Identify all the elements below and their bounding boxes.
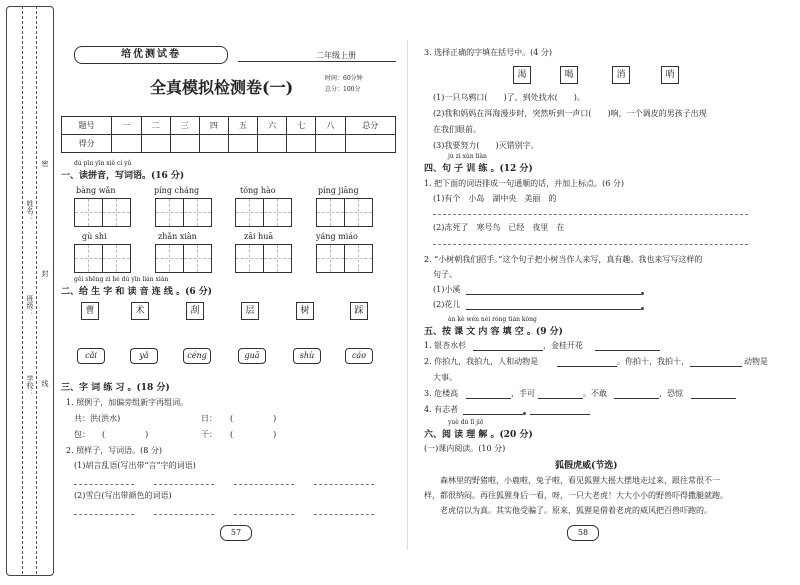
answer-line[interactable] (234, 484, 294, 485)
char-box-6: 踩 (350, 302, 368, 320)
s5-l1b: ，金桂开花 (543, 341, 583, 350)
reading-para-3: 老虎信以为真。其实他受骗了。原来，狐狸是借着老虎的威风把百兽吓跑的。 (440, 506, 712, 515)
s4-pinyin: jù zi xùn liàn (448, 153, 487, 160)
class-label: 班级： (26, 295, 34, 316)
pinyin-word-6: zhǎn xiàn (158, 232, 197, 241)
score-cell[interactable] (141, 135, 170, 153)
writing-grid[interactable] (155, 198, 212, 227)
s3-row1: 日： (201, 414, 217, 423)
answer-blank[interactable] (595, 350, 660, 351)
answer-blank[interactable] (473, 350, 543, 351)
binding-line-left (22, 6, 23, 574)
answer-line[interactable] (154, 514, 214, 515)
school-label: 学校： (26, 375, 34, 396)
header-rule (238, 61, 396, 62)
pinyin-word-8: yáng miáo (316, 232, 358, 241)
s2-title: 二、给 生 字 和 读 音 连 线 。(6 分) (61, 287, 212, 297)
pinyin-word-2: píng cháng (154, 186, 200, 195)
score-row-label: 得分 (62, 135, 112, 153)
score-header-cell: 题号 (62, 117, 112, 135)
q3-line2: (2)我和妈妈在洱海漫步时，突然听到一声口( )响，一个调皮的男孩子出现 (433, 109, 707, 118)
grade-label: 二年级上册 (316, 51, 356, 60)
writing-grid[interactable] (74, 244, 131, 273)
writing-grid[interactable] (74, 198, 131, 227)
score-cell[interactable] (199, 135, 228, 153)
char-box-2: 术 (131, 302, 149, 320)
s5-l2c: 动物是 (744, 357, 768, 366)
answer-blank[interactable] (466, 309, 641, 310)
sound-tag-1[interactable]: cǎi (77, 348, 105, 364)
s6-sub: (一)课内阅读。(10 分) (424, 444, 506, 453)
s5-l4: 4. 有志者 (424, 405, 459, 414)
s5-l2b: 。你拍十，我拍十， (617, 357, 689, 366)
choice-char-2: 喝 (560, 66, 578, 84)
score-cell[interactable] (316, 135, 345, 153)
s4-q2b: 句子。 (433, 270, 457, 279)
answer-blank[interactable] (463, 414, 523, 415)
q3-line1: (1)一只乌鸦口( )了，到处找水( )。 (433, 93, 585, 102)
writing-grid[interactable] (235, 198, 292, 227)
score-header-cell: 二 (141, 117, 170, 135)
seal-mark-1: 密 (41, 160, 49, 167)
s5-l3d: ，恐惊 (659, 389, 683, 398)
series-logo: 培优测试卷 (74, 46, 228, 64)
s5-l2: 2. 你拍九，我拍九，人和动物是 (424, 357, 539, 366)
seal-mark-3: 线 (41, 380, 49, 387)
sound-tag-5[interactable]: shù (293, 348, 321, 364)
exam-total: 总分：100分 (325, 86, 361, 93)
s3-q2b: (2)雪白(写出带颜色的词语) (74, 491, 172, 500)
answer-blank[interactable] (690, 366, 742, 367)
reading-para-2: 样，都很纳闷。再往狐狸身后一看，呀，一只大老虎！大大小小的野兽吓得撒腿就跑。 (424, 491, 728, 500)
score-cell[interactable] (170, 135, 199, 153)
score-header-cell: 总分 (345, 117, 395, 135)
score-header-cell: 三 (170, 117, 199, 135)
writing-grid[interactable] (155, 244, 212, 273)
answer-blank[interactable] (614, 398, 659, 399)
s3-title: 三、字 词 练 习 。(18 分) (61, 383, 170, 393)
answer-blank[interactable] (557, 366, 617, 367)
s6-pinyin: yuè dú lǐ jiě (448, 419, 484, 426)
page-divider (407, 40, 408, 550)
s5-l1: 1. 银杏水杉 (424, 341, 467, 350)
s4-q2c: (1)小溪 (433, 285, 461, 294)
s5-l2d: 大事。 (433, 373, 457, 382)
s3-row3: 干： (201, 430, 217, 439)
score-cell[interactable] (345, 135, 395, 153)
writing-grid[interactable] (235, 244, 292, 273)
char-box-1: 曹 (81, 302, 99, 320)
s3-example: 共：洪(洪水) (74, 414, 121, 423)
page-number-right: 58 (567, 525, 599, 541)
score-cell[interactable] (228, 135, 257, 153)
s3-q2a: (1)胡言乱语(写出带“言”字的词语) (74, 461, 196, 470)
s1-pinyin: dú pīn yīn xiě cí yǔ (74, 160, 132, 167)
answer-line[interactable] (314, 484, 374, 485)
q3-title: 3. 选择正确的字填在括号中。(4 分) (424, 48, 553, 57)
seal-mark-2: 封 (41, 270, 49, 277)
exam-time: 时间：60分钟 (325, 75, 363, 82)
binding-strip (6, 6, 54, 576)
score-cell[interactable] (287, 135, 316, 153)
s3-q2: 2. 照样子，写词语。(8 分) (66, 446, 163, 455)
q3-line3: (3)我要努力( )灭错别字。 (433, 141, 539, 150)
s2-pinyin: gěi shēng zì hé dú yīn lián xiàn (74, 276, 169, 283)
score-header-cell: 六 (258, 117, 287, 135)
score-table-score-row (62, 135, 396, 153)
s6-title: 六、阅 读 理 解 。(20 分) (424, 430, 533, 440)
score-header-cell: 一 (112, 117, 141, 135)
answer-blank[interactable] (538, 398, 583, 399)
paren-blank[interactable]: ( ) (230, 414, 277, 423)
s5-title: 五、按 课 文 内 容 填 空 。(9 分) (424, 327, 563, 337)
paren-blank[interactable]: ( ) (102, 430, 149, 439)
s3-q1: 1. 照例子，加偏旁组新字再组词。 (66, 398, 189, 407)
score-header-cell: 五 (228, 117, 257, 135)
name-label: 姓名： (26, 200, 34, 221)
pinyin-word-7: zāi huā (244, 232, 274, 241)
pinyin-word-1: bàng wǎn (76, 186, 116, 195)
s4-q1a: (1)有个 小岛 湖中央 美丽 的 (433, 194, 557, 203)
q3-line2b: 在我们眼前。 (433, 125, 481, 134)
period-dot (641, 307, 644, 310)
char-box-5: 树 (296, 302, 314, 320)
s4-q1: 1. 把下面的词语排成一句通顺的话，并加上标点。(6 分) (424, 179, 625, 188)
char-box-3: 刮 (186, 302, 204, 320)
s1-title: 一、读拼音，写词语。(16 分) (61, 171, 185, 181)
answer-blank[interactable] (691, 398, 736, 399)
binding-line-right (36, 6, 37, 574)
answer-line[interactable] (314, 514, 374, 515)
reading-title: 狐假虎威(节选) (555, 461, 618, 471)
s4-q1b: (2)冻死了 寒号鸟 已经 夜里 在 (433, 223, 565, 232)
s4-q2d: (2)花儿 (433, 300, 461, 309)
score-cell[interactable] (258, 135, 287, 153)
answer-blank[interactable] (466, 398, 511, 399)
pinyin-word-3: tóng hào (240, 186, 276, 195)
choice-char-1: 渴 (513, 66, 531, 84)
score-header-cell: 七 (287, 117, 316, 135)
sound-tag-3[interactable]: céng (183, 348, 211, 364)
score-header-cell: 四 (199, 117, 228, 135)
sound-tag-2[interactable]: yǎ (130, 348, 158, 364)
comma-dot (523, 412, 526, 415)
s5-pinyin: àn kè wén nèi róng tián kòng (448, 316, 537, 323)
answer-line[interactable] (433, 214, 748, 215)
answer-blank[interactable] (466, 294, 641, 295)
sound-tag-4[interactable]: guā (238, 348, 266, 364)
pinyin-word-4: píng jiāng (318, 186, 359, 195)
s5-l3b: ，手可 (511, 389, 535, 398)
answer-line[interactable] (74, 484, 134, 485)
writing-grid[interactable] (316, 244, 373, 273)
period-dot (641, 292, 644, 295)
score-table (61, 116, 396, 153)
writing-grid[interactable] (316, 198, 373, 227)
answer-blank[interactable] (530, 414, 590, 415)
s5-l3c: 。不敢 (583, 389, 607, 398)
answer-line[interactable] (433, 244, 748, 245)
sound-tag-6[interactable]: cáo (345, 348, 373, 364)
choice-char-3: 消 (612, 66, 630, 84)
score-cell[interactable] (112, 135, 141, 153)
reading-para-1: 森林里的野猪啦，小鹿啦，兔子啦，看见狐狸大摇大摆地走过来，跟往常很不一 (440, 476, 720, 485)
score-header-cell: 八 (316, 117, 345, 135)
page-number-left: 57 (220, 525, 252, 541)
answer-line[interactable] (234, 514, 294, 515)
page-title: 全真模拟检测卷(一) (150, 78, 294, 97)
paren-blank[interactable]: ( ) (230, 430, 277, 439)
choice-char-4: 哨 (661, 66, 679, 84)
answer-line[interactable] (154, 484, 214, 485)
s4-title: 四、句 子 训 练 。(12 分) (424, 164, 533, 174)
s4-q2: 2. “小树朝我们招手。”这个句子把小树当作人来写，真有趣。我也来写写这样的 (424, 255, 703, 264)
answer-line[interactable] (74, 514, 134, 515)
char-box-4: 层 (241, 302, 259, 320)
pinyin-word-5: gù shi (82, 232, 107, 241)
score-table-header-row (62, 117, 396, 135)
s3-row2: 包： (74, 430, 90, 439)
s5-l3: 3. 危楼高 (424, 389, 459, 398)
